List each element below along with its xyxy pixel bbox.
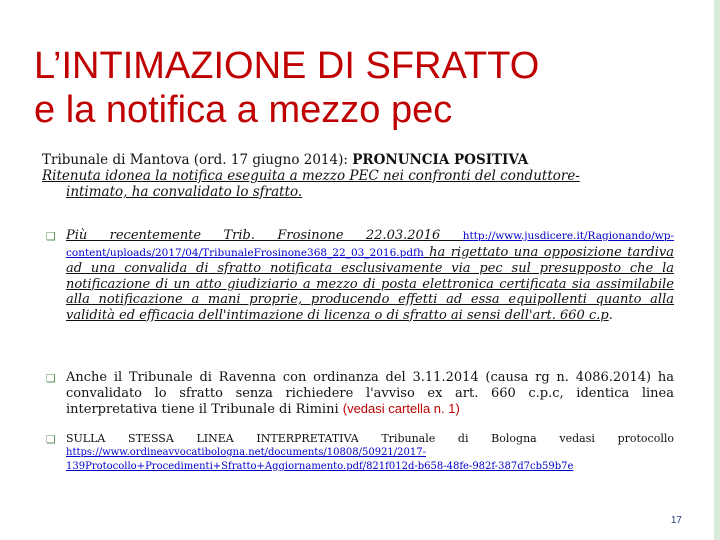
intro-paragraph: [42, 152, 682, 200]
slide-title: [34, 44, 694, 132]
intro-line-1: [42, 152, 682, 168]
page-number: 17: [670, 515, 682, 526]
folder-reference: (vedasi cartella n. 1): [342, 401, 460, 416]
bullet-body: Anche il Tribunale di Ravenna con ordinanza del 3.11.2014 (causa rg n. 4086.2014) ha convalidato lo sfratto senza richiedere l'avviso ex art. 660 c.p.c, identica linea interpretativa tiene il Tribunale di Rimini: [66, 370, 674, 417]
bullet-item-bologna: [46, 432, 674, 473]
bullet-item-ravenna: [46, 370, 674, 418]
intro-line-2: Ritenuta idonea la notifica eseguita a mezzo PEC nei confronti del conduttore-: [42, 168, 580, 184]
bullet-item-frosinone: [46, 228, 674, 323]
bullet-rest: ha rigettato una opposizione tardiva ad una convalida di sfratto notificata esclusivamente via pec sul presupposto che la notificazione di un atto giudiziario a mezzo di posta elettronica certificata sia assimilabile alla notificazione a mani proprie, producendo effetti ad essa equipollenti quanto alla validità ed efficacia dell'intimazione di licenza o di sfratto ai sensi dell'art. 660 c.p: [66, 244, 674, 323]
verdict-label: PRONUNCIA POSITIVA: [352, 152, 529, 168]
court-reference: Tribunale di Mantova (ord. 17 giugno 2014):: [42, 152, 353, 168]
bologna-protocol-link[interactable]: https://www.ordineavvocatibologna.net/documents/10808/50921/2017-139Protocollo+Procedimenti+Sfratto+Aggiornamento.pdf/821f012d-b658-48fe-982f-387d7cb59b7e: [66, 447, 574, 472]
bullet-text: [66, 432, 674, 473]
bullet-body: SULLA STESSA LINEA INTERPRETATIVA Tribunale di Bologna vedasi protocollo: [66, 432, 674, 445]
intro-line-3: intimato, ha convalidato lo sfratto.: [66, 184, 303, 200]
bullet-lead: Più recentemente Trib. Frosinone 22.03.2016: [66, 228, 463, 243]
title-line-2: e la notifica a mezzo pec: [34, 89, 453, 131]
frosinone-link[interactable]: http://www.jusdicere.it/Ragionando/wp-content/uploads/2017/04/TribunaleFrosinone368_22_03_2016.pdfh: [66, 230, 674, 259]
bullet-tail: .: [608, 307, 613, 323]
bullet-text: [66, 370, 674, 418]
title-line-1: L’INTIMAZIONE DI SFRATTO: [34, 45, 540, 87]
bullet-text: [66, 228, 674, 323]
bullet-icon: ❑: [46, 230, 56, 243]
slide-border: [714, 0, 720, 540]
bullet-icon: ❑: [46, 433, 56, 446]
bullet-icon: ❑: [46, 372, 56, 385]
